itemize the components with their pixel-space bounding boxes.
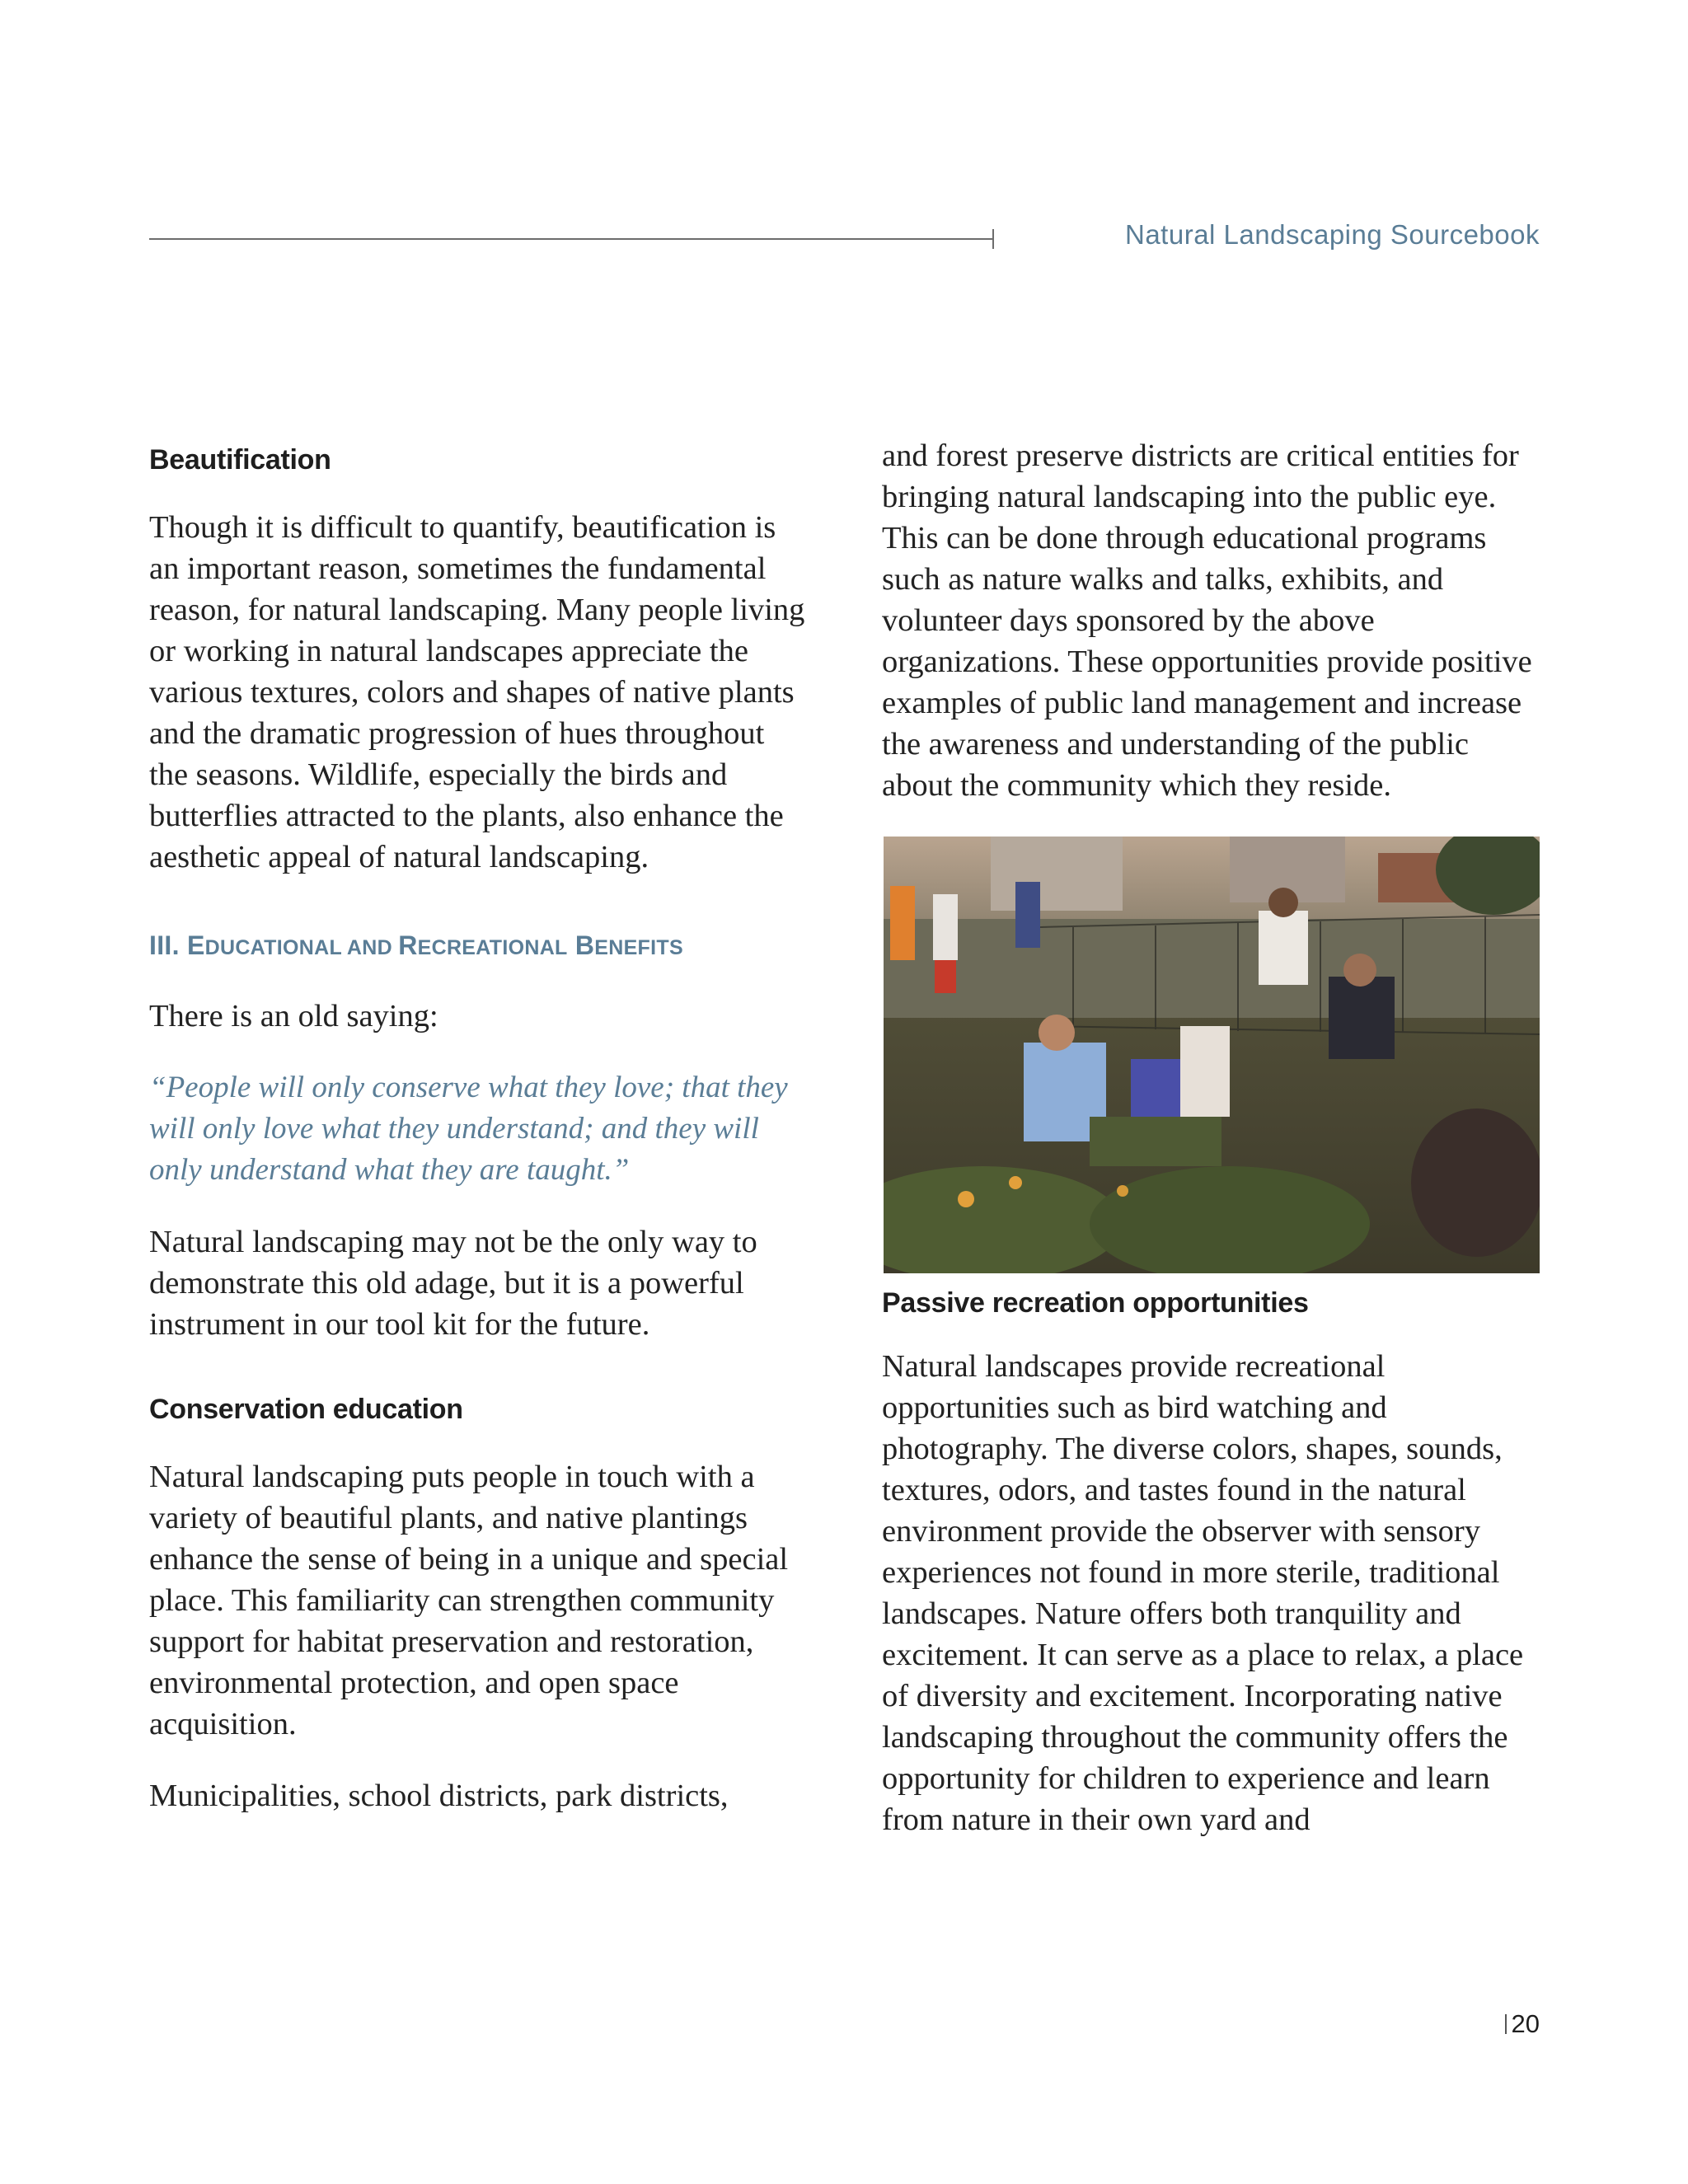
left-column [149, 435, 809, 1847]
photo-caption: Passive recreation opportunities [882, 1287, 1309, 1319]
section-conjunction: AND [341, 936, 399, 959]
section-word3-initial: B [574, 930, 595, 960]
header-rule-tick [992, 229, 994, 249]
photo-illustration [884, 837, 1540, 1273]
continuation-paragraph: and forest preserve districts are critical entities for bringing natural landscaping into the public eye. This can be done through educational programs such as nature walks and talks, exhibits, and volunteer days sponsored by the above organizations. These opportunities provide positive examples of public land management and increase the awareness and understanding of the public about the community which they reside. [882, 438, 1532, 803]
beautification-heading: Beautification [149, 444, 331, 476]
section-word1-rest: DUCATIONAL [204, 936, 342, 959]
conservation-paragraph: Natural landscaping puts people in touch with a variety of beautiful plants, and native plantings enhance the sense of being in a unique and special place. This familiarity can strengthen community support for habitat preservation and restoration, environmental protection, and open space acquisition. [149, 1460, 789, 1741]
running-header-title: Natural Landscaping Sourcebook [1125, 219, 1540, 250]
recreation-paragraph: Natural landscapes provide recreational opportunities such as bird watching and photography. The diverse colors, shapes, sounds, textures, odors, and tastes found in the natural environment provide the observer with sensory experiences not found in more sterile, traditional landscapes. Nature offers both tranquility and excitement. It can serve as a place to relax, a place of diversity and excitement. Incorporating native landscaping throughout the community offers the opportunity for children to experience and learn from nature in their own yard and [882, 1349, 1524, 1837]
intro-line: There is an old saying: [149, 999, 438, 1033]
page-number-value: 20 [1511, 2009, 1540, 2038]
adage-paragraph: Natural landscaping may not be the only way to demonstrate this old adage, but it is a powerful instrument in our tool kit for the future. [149, 1225, 757, 1342]
beautification-paragraph: Though it is difficult to quantify, beautification is an important reason, sometimes the fundamental reason, for natural landscaping. Many people living or working in natural landscapes appreciate the various textures, colors and shapes of native plants and the dramatic progression of hues throughout the seasons. Wildlife, especially the birds and butterflies attracted to the plants, also enhance the aesthetic appeal of natural landscaping. [149, 510, 805, 874]
section-word3-rest: ENEFITS [594, 936, 683, 959]
section-word2-rest: ECREATIONAL [417, 936, 568, 959]
section-title [149, 929, 809, 964]
conservation-heading: Conservation education [149, 1394, 463, 1425]
section-word1-initial: E [186, 930, 205, 960]
page-number-bar [1505, 2014, 1507, 2034]
section-numeral: III. [149, 930, 187, 960]
page-number [1505, 2009, 1540, 2039]
right-column [882, 435, 1541, 1871]
header-rule [149, 238, 993, 240]
conservation-paragraph-continued: Municipalities, school districts, park districts, [149, 1779, 729, 1813]
section-word2-initial: R [398, 930, 418, 960]
photo-nature-activity [884, 837, 1540, 1273]
pull-quote: “People will only conserve what they love; that they will only love what they understand; and they will only understand what they are taught.” [149, 1071, 788, 1187]
